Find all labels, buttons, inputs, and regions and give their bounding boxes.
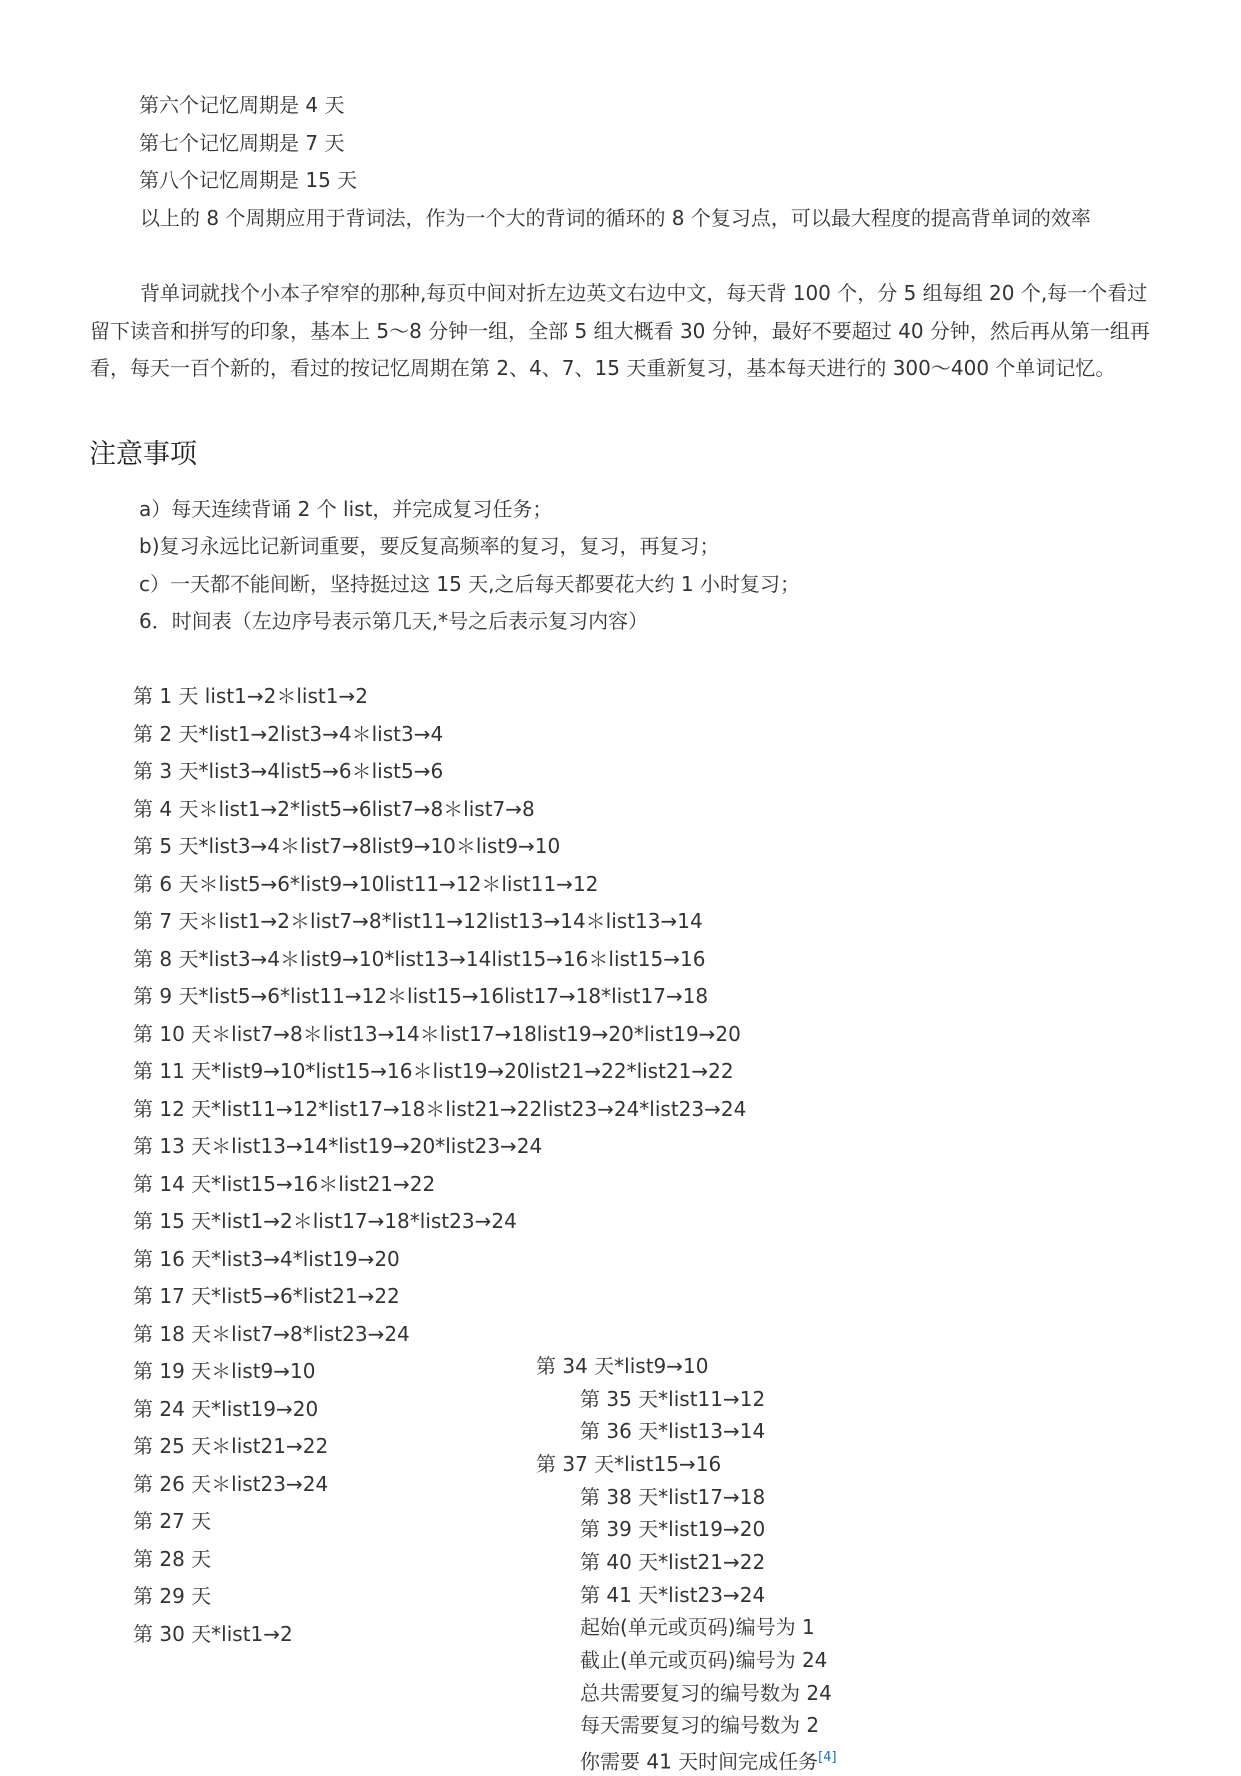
cycle-line: 第六个记忆周期是 4 天	[139, 93, 345, 117]
schedule-line: 第 6 天＊list5→6*list9→10list11→12＊list11→12	[133, 872, 599, 896]
schedule-line: 第 37 天*list15→16	[536, 1452, 722, 1476]
summary-line: 起始(单元或页码)编号为 1	[580, 1615, 815, 1639]
note-item: a）每天连续背诵 2 个 list，并完成复习任务；	[139, 497, 553, 521]
intro-paragraph: 以上的 8 个周期应用于背词法，作为一个大的背词的循环的 8 个复习点，可以最大程度的提高背单词的效率	[140, 206, 1091, 230]
schedule-line: 第 18 天＊list7→8*list23→24	[133, 1322, 410, 1346]
reference-link[interactable]: [4]	[818, 1750, 837, 1765]
schedule-line: 第 41 天*list23→24	[580, 1583, 766, 1607]
schedule-line: 第 10 天＊list7→8＊list13→14＊list17→18list19→20*list19→20	[133, 1022, 741, 1046]
schedule-line: 第 19 天＊list9→10	[133, 1359, 316, 1383]
schedule-line: 第 36 天*list13→14	[580, 1419, 766, 1443]
schedule-line: 第 17 天*list5→6*list21→22	[133, 1284, 400, 1308]
schedule-line: 第 34 天*list9→10	[536, 1354, 709, 1378]
schedule-line: 第 27 天	[133, 1509, 212, 1533]
schedule-line: 第 13 天＊list13→14*list19→20*list23→24	[133, 1134, 543, 1158]
schedule-line: 第 3 天*list3→4list5→6＊list5→6	[133, 759, 444, 783]
summary-line	[580, 1744, 837, 1776]
note-item: 6．时间表（左边序号表示第几天,*号之后表示复习内容）	[139, 609, 649, 633]
schedule-line: 第 16 天*list3→4*list19→20	[133, 1247, 400, 1271]
summary-line: 总共需要复习的编号数为 24	[580, 1681, 832, 1705]
schedule-line: 第 29 天	[133, 1584, 212, 1608]
schedule-line: 第 30 天*list1→2	[133, 1622, 293, 1646]
schedule-line: 第 4 天＊list1→2*list5→6list7→8＊list7→8	[133, 797, 535, 821]
schedule-line: 第 25 天＊list21→22	[133, 1434, 329, 1458]
schedule-line: 第 38 天*list17→18	[580, 1485, 766, 1509]
schedule-line: 第 14 天*list15→16＊list21→22	[133, 1172, 436, 1196]
schedule-line: 第 5 天*list3→4＊list7→8list9→10＊list9→10	[133, 834, 561, 858]
cycle-line: 第八个记忆周期是 15 天	[139, 168, 358, 192]
schedule-line: 第 12 天*list11→12*list17→18＊list21→22list23→24*list23→24	[133, 1097, 747, 1121]
schedule-line: 第 2 天*list1→2list3→4＊list3→4	[133, 722, 444, 746]
note-item: b)复习永远比记新词重要，要反复高频率的复习，复习，再复习；	[139, 534, 720, 558]
schedule-line: 第 9 天*list5→6*list11→12＊list15→16list17→18*list17→18	[133, 984, 709, 1008]
schedule-line: 第 40 天*list21→22	[580, 1550, 766, 1574]
summary-line: 每天需要复习的编号数为 2	[580, 1713, 820, 1737]
schedule-line: 第 11 天*list9→10*list15→16＊list19→20list21→22*list21→22	[133, 1059, 734, 1083]
schedule-line: 第 35 天*list11→12	[580, 1387, 766, 1411]
intro-paragraph: 背单词就找个小本子窄窄的那种,每页中间对折左边英文右边中文，每天背 100 个，分 5 组每组 20 个,每一个看过留下读音和拼写的印象，基本上 5～8 分钟一组，全部 5 组大概看 30 分钟，最好不要超过 40 分钟，然后再从第一组再看，每天一百个新的，看过的按记忆周期在第 2、4、7、15 天重新复习，基本每天进行的 300～400 个单词记忆。	[90, 281, 1150, 380]
schedule-line: 第 1 天 list1→2＊list1→2	[133, 684, 368, 708]
summary-text: 你需要 41 天时间完成任务	[580, 1749, 819, 1774]
schedule-line: 第 8 天*list3→4＊list9→10*list13→14list15→16＊list15→16	[133, 947, 706, 971]
notes-heading: 注意事项	[89, 439, 197, 470]
schedule-line: 第 7 天＊list1→2＊list7→8*list11→12list13→14＊list13→14	[133, 909, 703, 933]
note-item: c）一天都不能间断，坚持挺过这 15 天,之后每天都要花大约 1 小时复习；	[139, 572, 800, 596]
schedule-line: 第 39 天*list19→20	[580, 1517, 766, 1541]
cycle-line: 第七个记忆周期是 7 天	[139, 131, 345, 155]
schedule-line: 第 28 天	[133, 1547, 212, 1571]
schedule-line: 第 15 天*list1→2＊list17→18*list23→24	[133, 1209, 517, 1233]
schedule-line: 第 26 天＊list23→24	[133, 1472, 329, 1496]
summary-line: 截止(单元或页码)编号为 24	[580, 1648, 828, 1672]
schedule-line: 第 24 天*list19→20	[133, 1397, 319, 1421]
